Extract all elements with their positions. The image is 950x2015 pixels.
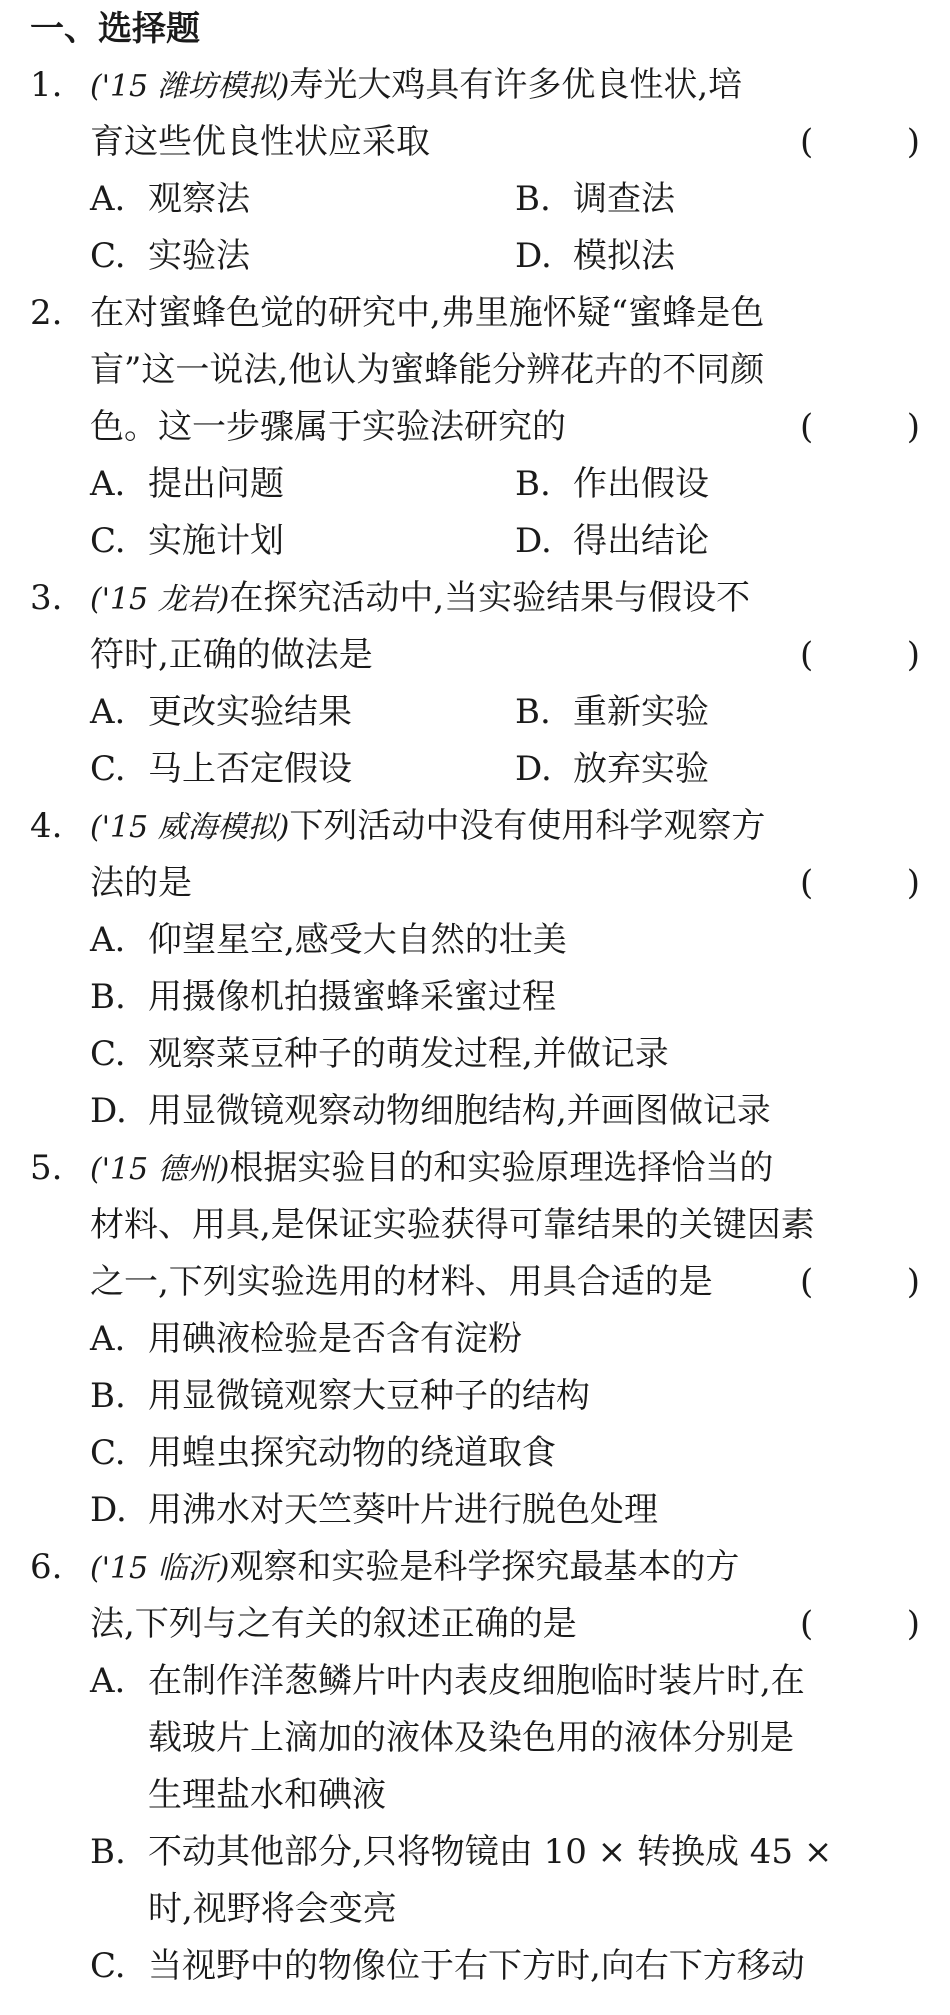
option-text: 提出问题	[148, 464, 284, 504]
option-a	[90, 1656, 805, 1706]
paren-left: (	[800, 407, 814, 447]
option-text: 观察法	[148, 179, 250, 219]
option-text: 不动其他部分,只将物镜由 10 × 转换成 45 ×	[148, 1832, 833, 1872]
question-1-line-1	[90, 60, 742, 112]
option-label: C.	[90, 521, 126, 561]
question-number: 3.	[30, 578, 63, 618]
paren-left: (	[800, 863, 814, 903]
option-label: A.	[90, 920, 126, 960]
option-d	[90, 1086, 771, 1136]
question-number: 4.	[30, 806, 63, 846]
option-b	[515, 459, 709, 509]
option-text: 调查法	[573, 179, 675, 219]
option-text: 仰望星空,感受大自然的壮美	[148, 920, 567, 960]
option-text: 用碘液检验是否含有淀粉	[148, 1319, 522, 1359]
paren-left: (	[800, 635, 814, 675]
question-number: 6.	[30, 1547, 63, 1587]
option-d	[90, 1485, 658, 1535]
option-text: 观察菜豆种子的萌发过程,并做记录	[148, 1034, 669, 1074]
option-label: D.	[515, 521, 552, 561]
option-b	[90, 972, 556, 1022]
question-source: ('15 德州)	[90, 1152, 230, 1187]
question-source: ('15 临沂)	[90, 1551, 230, 1586]
option-label: A.	[90, 179, 126, 219]
question-4-line-2: 法的是	[90, 863, 192, 903]
option-label: C.	[90, 1433, 126, 1473]
option-a-line-3: 生理盐水和碘液	[148, 1775, 386, 1815]
option-text: 用摄像机拍摄蜜蜂采蜜过程	[148, 977, 556, 1017]
paren-right: )	[906, 122, 920, 162]
question-text: 根据实验目的和实验原理选择恰当的	[229, 1148, 774, 1188]
option-text: 用沸水对天竺葵叶片进行脱色处理	[148, 1490, 658, 1530]
option-text: 马上否定假设	[148, 749, 352, 789]
option-label: B.	[515, 692, 551, 732]
option-label: B.	[515, 464, 551, 504]
option-label: A.	[90, 692, 126, 732]
option-c	[90, 516, 284, 566]
option-text: 当视野中的物像位于右下方时,向右下方移动	[148, 1946, 805, 1986]
option-text: 得出结论	[573, 521, 709, 561]
option-text: 用蝗虫探究动物的绕道取食	[148, 1433, 556, 1473]
option-text: 用显微镜观察动物细胞结构,并画图做记录	[148, 1091, 771, 1131]
question-number: 1.	[30, 65, 63, 105]
option-d	[515, 744, 709, 794]
question-source: ('15 龙岩)	[90, 582, 230, 617]
option-c	[90, 744, 352, 794]
question-text: 寿光大鸡具有许多优良性状,培	[289, 65, 743, 105]
option-label: C.	[90, 1034, 126, 1074]
option-text: 重新实验	[573, 692, 709, 732]
paren-right: )	[906, 407, 920, 447]
paren-left: (	[800, 122, 814, 162]
option-label: B.	[90, 977, 126, 1017]
option-label: B.	[90, 1376, 126, 1416]
option-d	[515, 231, 675, 281]
option-label: C.	[90, 236, 126, 276]
option-d	[515, 516, 709, 566]
option-a	[90, 1314, 522, 1364]
option-text: 实验法	[148, 236, 250, 276]
option-label: C.	[90, 749, 126, 789]
question-3-line-2: 符时,正确的做法是	[90, 635, 373, 675]
option-text: 模拟法	[573, 236, 675, 276]
option-a	[90, 459, 284, 509]
option-label: A.	[90, 464, 126, 504]
question-6-line-1	[90, 1542, 739, 1594]
question-text: 观察和实验是科学探究最基本的方	[229, 1547, 740, 1587]
paren-left: (	[800, 1604, 814, 1644]
option-label: D.	[90, 1490, 127, 1530]
option-c	[90, 1428, 556, 1478]
option-a	[90, 174, 250, 224]
option-label: B.	[515, 179, 551, 219]
question-3-line-1	[90, 573, 750, 625]
option-b	[90, 1371, 590, 1421]
paren-right: )	[906, 863, 920, 903]
option-text: 在制作洋葱鳞片叶内表皮细胞临时装片时,在	[148, 1661, 805, 1701]
option-a-line-2: 载玻片上滴加的液体及染色用的液体分别是	[148, 1718, 794, 1758]
option-c	[90, 1029, 669, 1079]
question-2-line-3: 色。这一步骤属于实验法研究的	[90, 407, 566, 447]
option-c	[90, 231, 250, 281]
question-text: 下列活动中没有使用科学观察方	[289, 806, 766, 846]
option-text: 实施计划	[148, 521, 284, 561]
paren-right: )	[906, 635, 920, 675]
question-source: ('15 威海模拟)	[90, 810, 290, 845]
option-label: A.	[90, 1319, 126, 1359]
question-6-line-2: 法,下列与之有关的叙述正确的是	[90, 1604, 577, 1644]
option-b	[515, 687, 709, 737]
question-number: 5.	[30, 1148, 63, 1188]
question-text: 在探究活动中,当实验结果与假设不	[229, 578, 751, 618]
question-5-line-1	[90, 1143, 773, 1195]
paren-right: )	[906, 1604, 920, 1644]
option-label: D.	[90, 1091, 127, 1131]
question-number: 2.	[30, 293, 63, 333]
option-label: D.	[515, 236, 552, 276]
option-label: D.	[515, 749, 552, 789]
section-title: 一、选择题	[30, 9, 200, 49]
question-2-line-2: 盲”这一说法,他认为蜜蜂能分辨花卉的不同颜	[90, 350, 765, 390]
question-5-line-3: 之一,下列实验选用的材料、用具合适的是	[90, 1262, 713, 1302]
option-b-line-2: 时,视野将会变亮	[148, 1889, 397, 1929]
paren-right: )	[906, 1262, 920, 1302]
option-c	[90, 1941, 805, 1991]
option-text: 用显微镜观察大豆种子的结构	[148, 1376, 590, 1416]
question-4-line-1	[90, 801, 765, 853]
question-5-line-2: 材料、用具,是保证实验获得可靠结果的关键因素	[90, 1205, 815, 1245]
option-a	[90, 687, 352, 737]
question-1-line-2: 育这些优良性状应采取	[90, 122, 430, 162]
question-2-line-1: 在对蜜蜂色觉的研究中,弗里施怀疑“蜜蜂是色	[90, 293, 765, 333]
option-label: A.	[90, 1661, 126, 1701]
option-text: 作出假设	[573, 464, 709, 504]
question-source: ('15 潍坊模拟)	[90, 69, 290, 104]
paren-left: (	[800, 1262, 814, 1302]
option-b	[515, 174, 675, 224]
option-a	[90, 915, 567, 965]
option-label: C.	[90, 1946, 126, 1986]
option-text: 放弃实验	[573, 749, 709, 789]
option-b	[90, 1827, 832, 1877]
option-label: B.	[90, 1832, 126, 1872]
option-text: 更改实验结果	[148, 692, 352, 732]
